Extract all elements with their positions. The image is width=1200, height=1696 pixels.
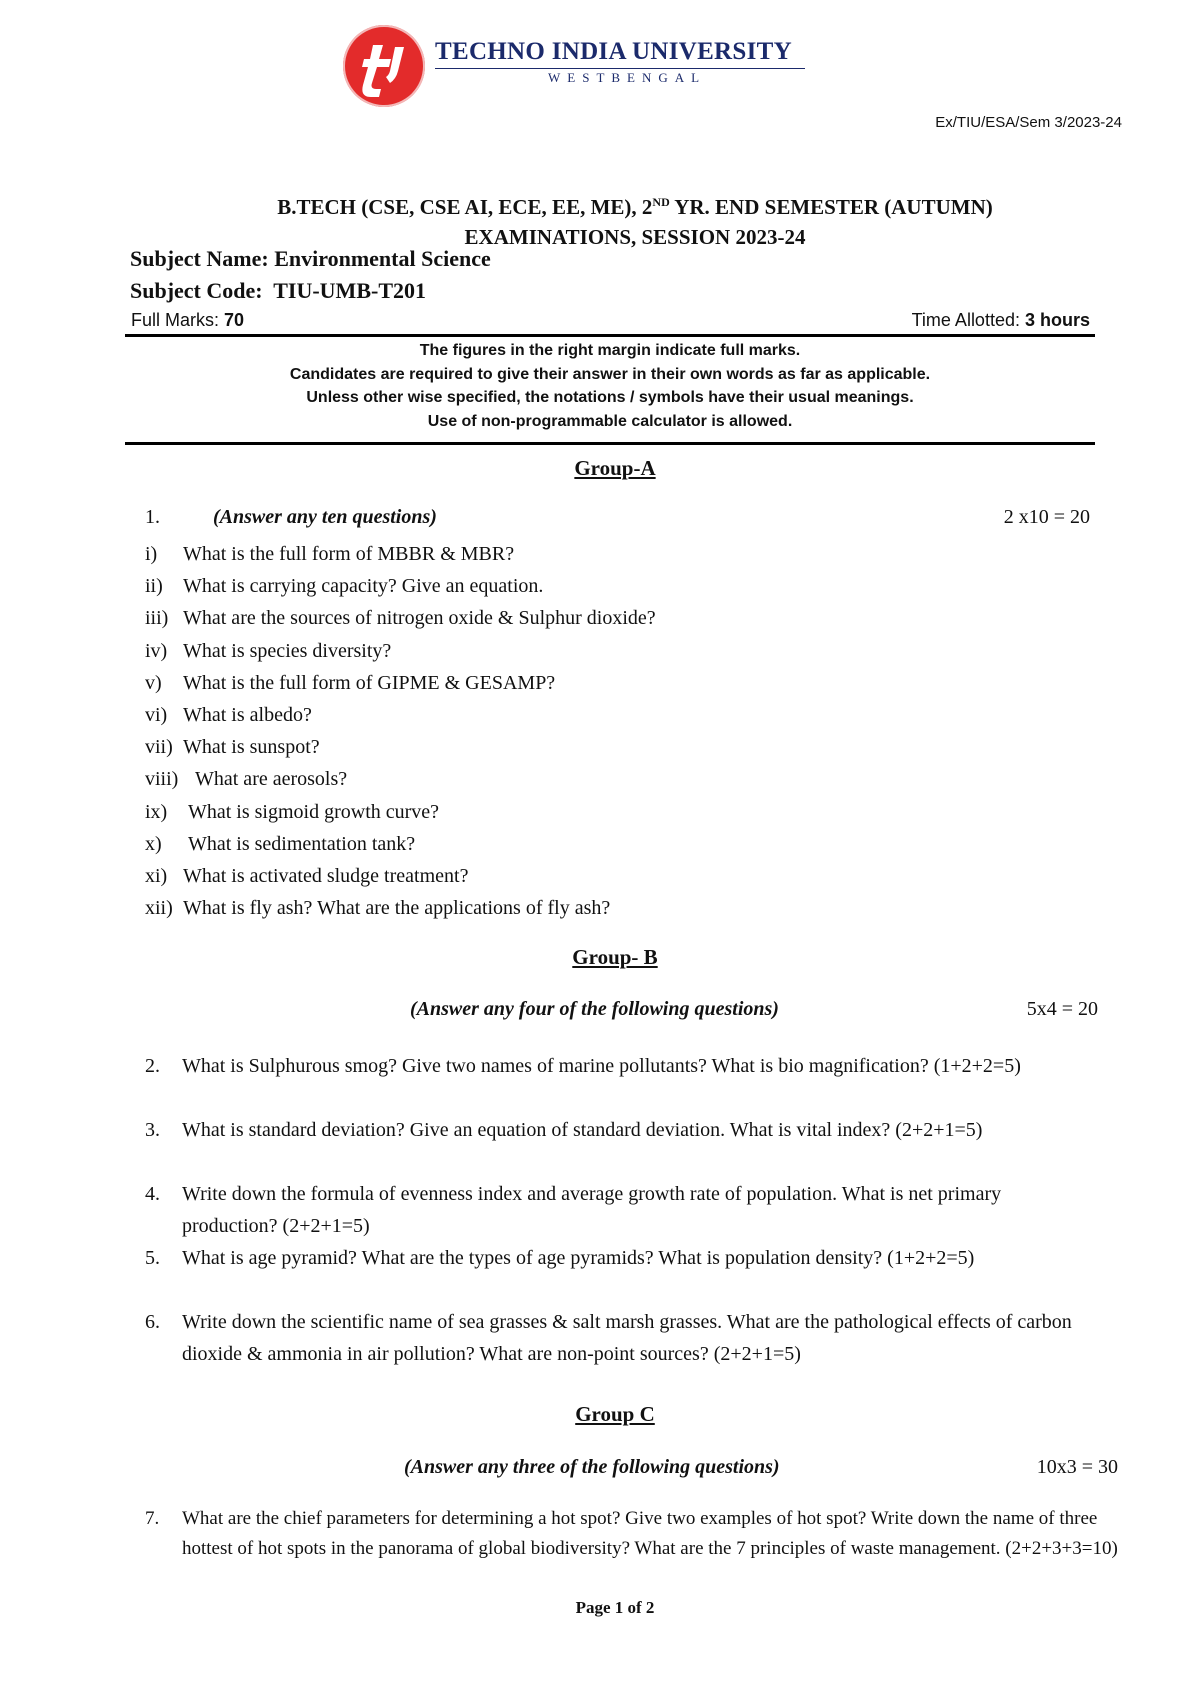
marks-time-row [131,310,1090,331]
techno-india-logo-icon [343,25,425,107]
group-a-question-number: 1. [145,506,160,528]
subject-code-value: TIU-UMB-T201 [273,278,426,303]
page-number: Page 1 of 2 [575,1598,655,1617]
university-name-divider [435,68,805,69]
time-allotted: Time Allotted: 3 hours [911,310,1090,330]
question-4: 4. Write down the formula of evenness index and average growth rate of population. What is net primary production? (2+2+1=5) [145,1183,1002,1237]
question-2: 2. What is Sulphurous smog? Give two names of marine pollutants? What is bio magnification? (1+2+2=5) [145,1055,1021,1077]
exam-title-line2: EXAMINATIONS, SESSION 2023-24 [464,225,806,249]
instructions-bottom-rule [125,442,1095,445]
subject-code [130,278,426,304]
full-marks: Full Marks: 70 [131,310,245,330]
question-5: 5. What is age pyramid? What are the types of age pyramids? What is population density? (1+2+2=5) [145,1247,975,1269]
university-subtitle: WESTBENGAL [548,70,707,85]
group-c-marks: 10x3 = 30 [1036,1456,1118,1478]
group-a-marks: 2 x10 = 20 [1003,506,1090,528]
exam-title [0,187,1200,252]
group-b-instruction: (Answer any four of the following questions) [410,998,779,1020]
group-c-heading: Group C [575,1402,655,1426]
group-b-marks: 5x4 = 20 [1026,998,1098,1020]
exam-reference-code: Ex/TIU/ESA/Sem 3/2023-24 [935,114,1122,131]
question-6: 6. Write down the scientific name of sea grasses & salt marsh grasses. What are the pathological effects of carbon dioxide & ammonia in air pollution? What are non-point sources? (2+2+1=5) [145,1311,1072,1365]
exam-title-line1: B.TECH (CSE, CSE AI, ECE, EE, ME), 2ND YR. END SEMESTER (AUTUMN) [277,195,993,219]
subject-name-value: Environmental Science [274,246,491,271]
question-3: 3. What is standard deviation? Give an equation of standard deviation. What is vital index? (2+2+1=5) [145,1119,983,1141]
university-logo [343,25,425,107]
instruction-line: Use of non-programmable calculator is allowed. [427,412,793,430]
group-b-heading: Group- B [572,945,658,969]
group-a-heading: Group-A [574,456,656,480]
subject-name-label: Subject Name: [130,246,275,271]
question-7: 7. What are the chief parameters for determining a hot spot? Give two examples of hot spot? Write down the name of three hottest of hot spots in the panorama of global biodiversity? What are the 7 principles of waste management. (2+2+3+3=10) [145,1508,1118,1559]
instruction-line: The figures in the right margin indicate full marks. [419,342,801,359]
instruction-line: Candidates are required to give their answer in their own words as far as applicable. [289,365,931,383]
university-name: TECHNO INDIA UNIVERSITY [435,38,792,65]
subject-name [130,246,491,272]
instructions-block [125,339,1095,433]
instruction-line: Unless other wise specified, the notations / symbols have their usual meanings. [306,389,914,406]
group-c-instruction: (Answer any three of the following questions) [404,1456,780,1478]
group-a-instruction: (Answer any ten questions) [213,506,437,528]
subject-code-label: Subject Code: [130,278,274,303]
instructions-top-rule [125,334,1095,337]
